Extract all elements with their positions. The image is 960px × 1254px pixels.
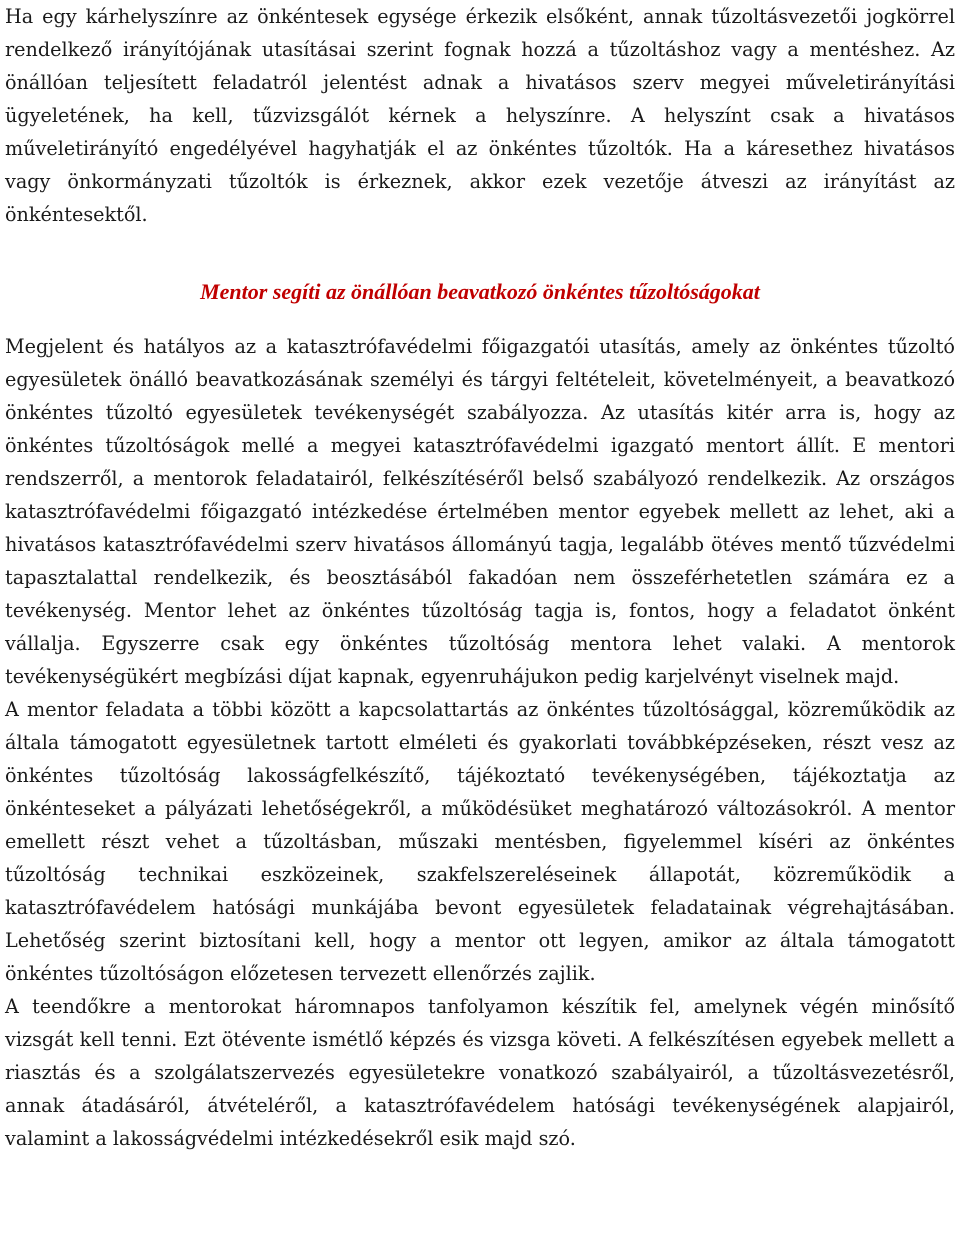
intro-paragraph: Ha egy kárhelyszínre az önkéntesek egysége érkezik elsőként, annak tűzoltásvezetői jogkörrel rendelkező irányítójának utasításai szerint fognak hozzá a tűzoltáshoz vagy a mentéshez. Az önállóan teljesített feladatról jelentést adnak a hivatásos szerv megyei műveletirányítási ügyeletének, ha kell, tűzvizsgálót kérnek a helyszínre. A helyszínt csak a hivatásos műveletirányító engedélyével hagyhatják el az önkéntes tűzoltók. Ha a káresethez hivatásos vagy önkormányzati tűzoltók is érkeznek, akkor ezek vezetője átveszi az irányítást az önkéntesektől. xyxy=(5,5,955,226)
body-paragraph-1: Megjelent és hatályos az a katasztrófavédelmi főigazgatói utasítás, amely az önkéntes tűzoltó egyesületek önálló beavatkozásának személyi és tárgyi feltételeit, követelményeit, a beavatkozó önkéntes tűzoltó egyesületek tevékenységét szabályozza. Az utasítás kitér arra is, hogy az önkéntes tűzoltóságok mellé a megyei katasztrófavédelmi igazgató mentort állít. E mentori rendszerről, a mentorok feladatairól, felkészítéséről belső szabályozó rendelkezik. Az országos katasztrófavédelmi főigazgató intézkedése értelmében mentor egyebek mellett az lehet, aki a hivatásos katasztrófavédelmi szerv hivatásos állományú tagja, legalább ötéves mentő tűzvédelmi tapasztalattal rendelkezik, és beosztásából fakadóan nem összeférhetetlen számára ez a tevékenység. Mentor lehet az önkéntes tűzoltóság tagja is, fontos, hogy a feladatot önként vállalja. Egyszerre csak egy önkéntes tűzoltóság mentora lehet valaki. A mentorok tevékenységükért megbízási díjat kapnak, egyenruhájukon pedig karjelvényt viselnek majd. xyxy=(5,335,955,688)
body-paragraph-3: A teendőkre a mentorokat háromnapos tanfolyamon készítik fel, amelynek végén minősítő vizsgát kell tenni. Ezt ötévente ismétlő képzés és vizsga követi. A felkészítésen egyebek mellett a riasztás és a szolgálatszervezés egyesületekre vonatkozó szabályairól, a tűzoltásvezetésről, annak átadásáról, átvételéről, a katasztrófavédelem hatósági tevékenységének alapjairól, valamint a lakosságvédelmi intézkedésekről esik majd szó. xyxy=(5,995,955,1150)
body-paragraph-2: A mentor feladata a többi között a kapcsolattartás az önkéntes tűzoltósággal, közreműködik az általa támogatott egyesületnek tartott elméleti és gyakorlati továbbképzéseken, részt vesz az önkéntes tűzoltóság lakosságfelkészítő, tájékoztató tevékenységében, tájékoztatja az önkénteseket a pályázati lehetőségekről, a működésüket meghatározó változásokról. A mentor emellett részt vehet a tűzoltásban, műszaki mentésben, figyelemmel kíséri az önkéntes tűzoltóság technikai eszközeinek, szakfelszereléseinek állapotát, közreműködik a katasztrófavédelem hatósági munkájába bevont egyesületek feladatainak végrehajtásában. Lehetőség szerint biztosítani kell, hogy a mentor ott legyen, amikor az általa támogatott önkéntes tűzoltóságon előzetesen tervezett ellenőrzés zajlik. xyxy=(5,698,955,985)
section-heading: Mentor segíti az önállóan beavatkozó önkéntes tűzoltóságokat xyxy=(200,279,760,304)
document-page xyxy=(5,0,955,1155)
